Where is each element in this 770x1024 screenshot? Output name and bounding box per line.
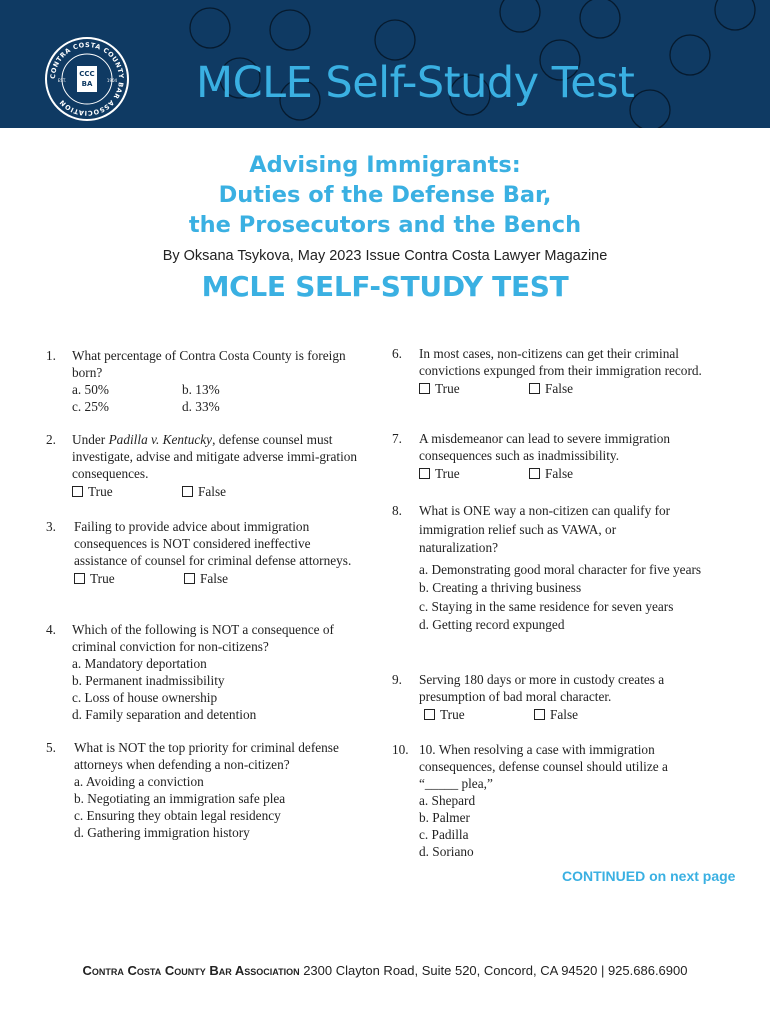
true-option[interactable] (74, 570, 184, 587)
question-8 (392, 502, 722, 635)
checkbox-icon[interactable] (529, 468, 540, 479)
option-b[interactable]: b. Palmer (419, 810, 470, 825)
svg-text:BA: BA (81, 80, 93, 88)
header-title: MCLE Self-Study Test (196, 58, 635, 108)
true-option[interactable] (72, 483, 182, 500)
question-9 (392, 671, 722, 723)
question-1 (46, 347, 356, 415)
case-name: Padilla v. Kentucky (108, 432, 213, 447)
question-stem: In most cases, non-citizens can get their criminal convictions expunged from their immigration record. (419, 346, 702, 378)
checkbox-icon[interactable] (74, 573, 85, 584)
false-option[interactable] (182, 483, 292, 500)
question-2 (46, 431, 376, 500)
question-stem: What is ONE way a non-citizen can qualify for immigration relief such as VAWA, or naturalization? (419, 503, 671, 555)
question-number: 10. (392, 742, 409, 757)
true-option[interactable] (419, 465, 529, 482)
footer-address: 2300 Clayton Road, Suite 520, Concord, CA 94520 | 925.686.6900 (299, 963, 688, 978)
question-number: 3. (46, 519, 56, 534)
continued-link[interactable]: CONTINUED on next page (562, 868, 736, 884)
option-d[interactable]: d. Gathering immigration history (74, 825, 250, 840)
option-b[interactable]: b. Permanent inadmissibility (72, 673, 225, 688)
option-c[interactable]: c. Ensuring they obtain legal residency (74, 808, 281, 823)
question-3 (46, 518, 356, 587)
option-b[interactable]: b. Creating a thriving business (419, 580, 582, 595)
true-option[interactable] (424, 706, 534, 723)
option-a[interactable]: a. Avoiding a conviction (74, 774, 204, 789)
question-stem: Which of the following is NOT a consequence of criminal conviction for non-citizens? (72, 622, 334, 654)
false-option[interactable] (529, 380, 639, 397)
false-label: False (198, 484, 227, 499)
test-title: MCLE SELF-STUDY TEST (201, 270, 569, 303)
checkbox-icon[interactable] (182, 486, 193, 497)
question-stem: 10. When resolving a case with immigration consequences, defense counsel should utilize a “_____ plea,” (419, 742, 668, 791)
true-option[interactable] (419, 380, 529, 397)
question-stem: What percentage of Contra Costa County is foreign born? (72, 348, 346, 380)
option-d[interactable]: d. Soriano (419, 844, 474, 859)
false-label: False (545, 466, 574, 481)
svg-text:EST.: EST. (57, 78, 67, 83)
checkbox-icon[interactable] (72, 486, 83, 497)
article-title-line-2: Duties of the Defense Bar, (218, 182, 552, 208)
option-b[interactable]: b. Negotiating an immigration safe plea (74, 791, 286, 806)
stem-text: Under (72, 432, 109, 447)
question-number: 6. (392, 346, 402, 361)
question-4 (46, 621, 376, 723)
false-option[interactable] (534, 706, 644, 723)
question-number: 2. (46, 432, 56, 447)
checkbox-icon[interactable] (424, 709, 435, 720)
option-b[interactable]: b. 13% (182, 382, 220, 397)
article-title-line-1: Advising Immigrants: (249, 152, 521, 178)
question-stem: What is NOT the top priority for criminal defense attorneys when defending a non-citizen? (74, 740, 339, 772)
stem-text: , defense counsel must investigate, advise and mitigate adverse immi-gration consequences. (72, 432, 358, 481)
question-stem: Serving 180 days or more in custody creates a presumption of bad moral character. (419, 672, 665, 704)
checkbox-icon[interactable] (419, 383, 430, 394)
checkbox-icon[interactable] (419, 468, 430, 479)
false-label: False (200, 571, 229, 586)
question-stem: A misdemeanor can lead to severe immigration consequences such as inadmissibility. (419, 431, 671, 463)
question-7 (392, 430, 722, 482)
option-a[interactable]: a. 50% (72, 382, 109, 397)
checkbox-icon[interactable] (184, 573, 195, 584)
option-c[interactable]: c. Padilla (419, 827, 469, 842)
question-10 (392, 741, 722, 860)
question-number: 4. (46, 622, 56, 637)
option-c[interactable]: c. Staying in the same residence for seven years (419, 598, 674, 614)
false-option[interactable] (529, 465, 639, 482)
false-option[interactable] (184, 570, 294, 587)
footer-organization: Contra Costa County Bar Association (82, 963, 300, 978)
question-6 (392, 345, 722, 397)
option-d[interactable]: d. 33% (182, 399, 220, 414)
option-a[interactable]: a. Shepard (419, 793, 476, 808)
option-d[interactable]: d. Family separation and detention (72, 707, 257, 722)
option-a[interactable]: a. Demonstrating good moral character for five years (419, 561, 702, 577)
false-label: False (550, 707, 579, 722)
question-5 (46, 739, 386, 841)
footer (0, 963, 770, 978)
false-label: False (545, 381, 574, 396)
svg-text:CCC: CCC (79, 70, 95, 78)
byline: By Oksana Tsykova, May 2023 Issue Contra Costa Lawyer Magazine (162, 248, 608, 264)
question-number: 5. (46, 740, 56, 755)
svg-text:CONTRA COSTA COUNTY BAR ASSOCI: CONTRA COSTA COUNTY BAR ASSOCIATION (48, 40, 126, 118)
question-number: 7. (392, 431, 402, 446)
checkbox-icon[interactable] (529, 383, 540, 394)
option-c[interactable]: c. 25% (72, 399, 109, 414)
question-number: 8. (392, 503, 402, 518)
option-d[interactable]: d. Getting record expunged (419, 617, 565, 632)
question-number: 9. (392, 672, 402, 687)
checkbox-icon[interactable] (534, 709, 545, 720)
article-title-line-3: the Prosecutors and the Bench (188, 212, 582, 238)
option-a[interactable]: a. Mandatory deportation (72, 656, 207, 671)
article-title (0, 150, 770, 240)
bar-association-seal-logo (44, 36, 130, 122)
header-banner (0, 0, 770, 128)
question-number: 1. (46, 348, 56, 363)
question-stem (72, 431, 376, 482)
svg-text:1904: 1904 (106, 78, 118, 83)
true-label: True (90, 571, 115, 586)
true-label: True (435, 466, 460, 481)
question-stem: Failing to provide advice about immigration consequences is NOT considered ineffective assistance of counsel for criminal defense attorneys. (74, 519, 352, 568)
option-c[interactable]: c. Loss of house ownership (72, 690, 218, 705)
true-label: True (435, 381, 460, 396)
true-label: True (88, 484, 113, 499)
true-label: True (440, 707, 465, 722)
